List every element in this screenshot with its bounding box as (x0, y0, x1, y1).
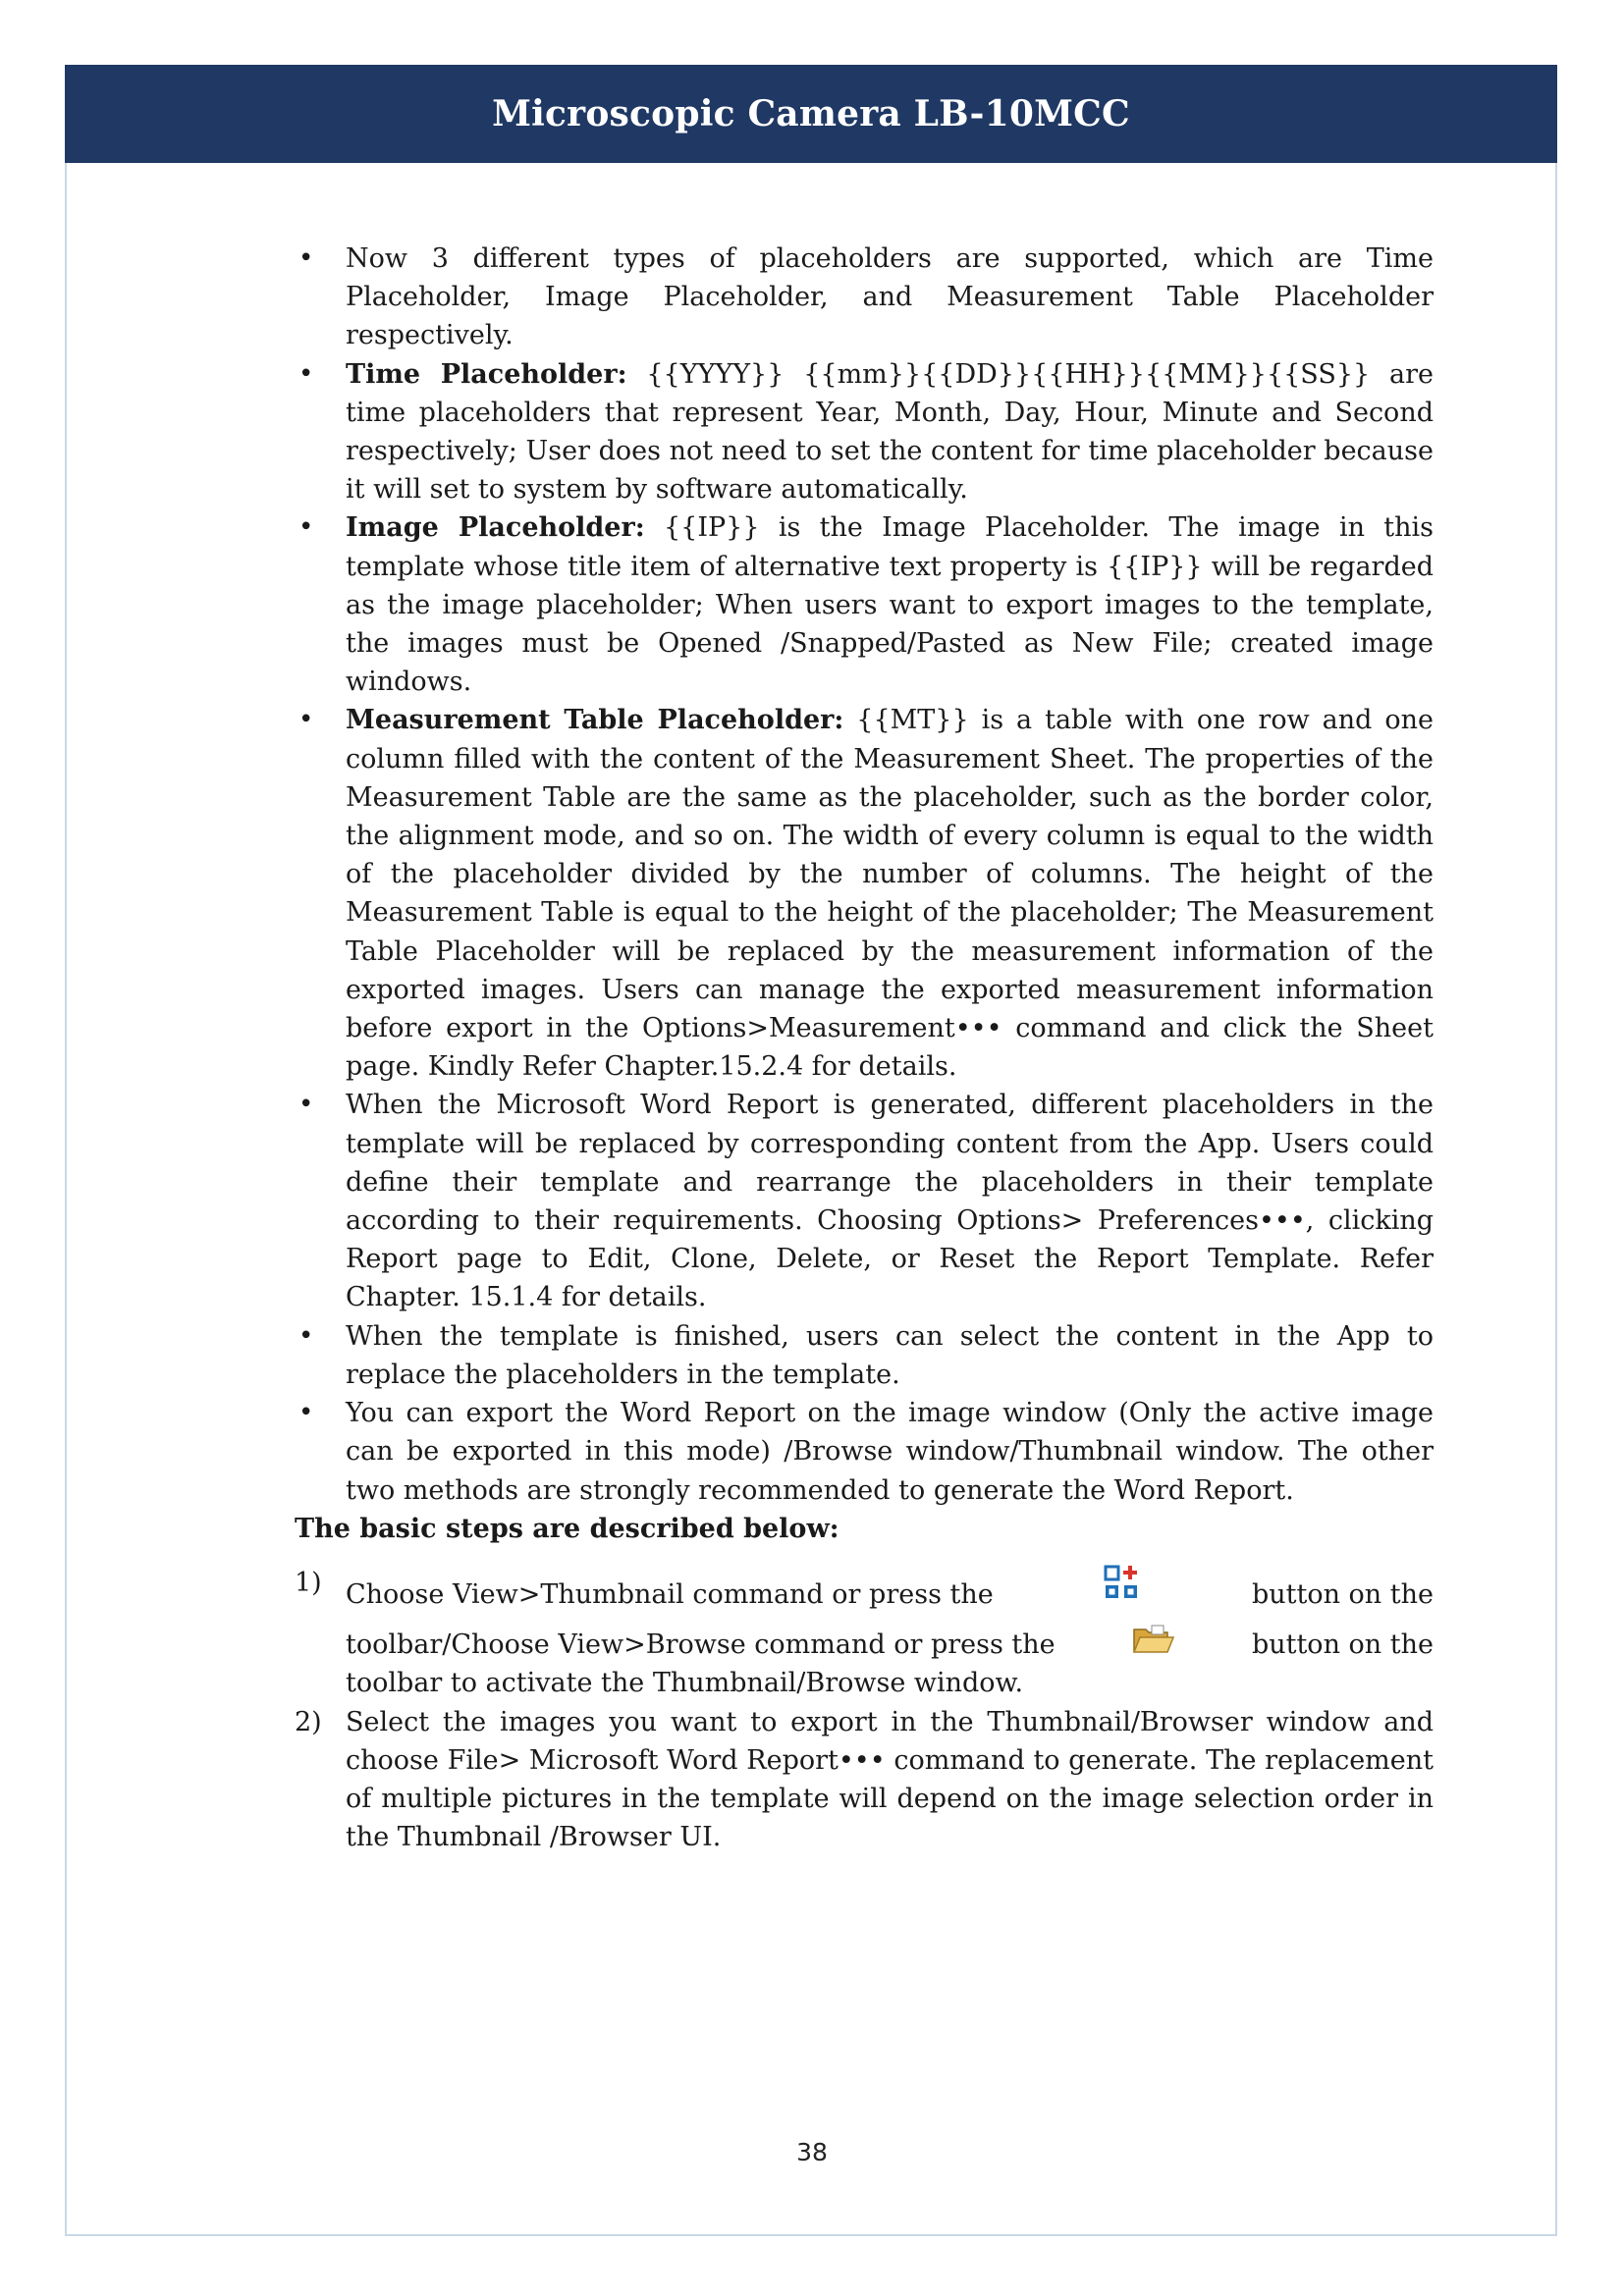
bullet-dot: • (298, 243, 314, 273)
bullet-dot: • (298, 1090, 314, 1120)
step-text: button on the (1251, 1629, 1434, 1661)
step-number: 2) (295, 1706, 322, 1737)
bullet-lead: Image Placeholder: (346, 512, 645, 544)
bullet-dot: • (298, 705, 314, 735)
page-number: 38 (796, 2138, 828, 2166)
bullet-lead: Measurement Table Placeholder: (346, 705, 844, 736)
step-text: toolbar/Choose View>Browse command or press the (346, 1629, 1056, 1661)
list-item (295, 1317, 1434, 1394)
bullet-dot: • (298, 1320, 314, 1351)
bullet-text: {{IP}} is the Image Placeholder. The image in this template whose title item of alternative text property is {{IP}} will be regarded as the image placeholder; When users want to export images to the template, the images must be Opened /Snapped/Pasted as New File; created image windows. (346, 512, 1435, 698)
list-item (295, 1086, 1434, 1316)
browse-folder-icon (1132, 1622, 1175, 1664)
header-band (65, 65, 1557, 163)
step-line (346, 1622, 1434, 1664)
step-text: toolbar to activate the Thumbnail/Browse window. (346, 1668, 1024, 1699)
steps-heading: The basic steps are described below: (295, 1513, 839, 1544)
bullet-text: {{YYYY}} {{mm}}{{DD}}{{HH}}{{MM}}{{SS}} are time placeholders that represent Year, Month, Day, Hour, Minute and Second respectively; User does not need to set the content for time placeholder because it will set to system by software automatically. (346, 358, 1434, 506)
list-item (295, 508, 1434, 701)
step-line (346, 1564, 1434, 1614)
list-item (295, 701, 1434, 1086)
bullet-dot: • (298, 512, 314, 543)
bullet-lead: Time Placeholder: (346, 358, 627, 390)
list-item (295, 240, 1434, 355)
step-line (346, 1664, 1434, 1702)
bullet-text: When the Microsoft Word Report is generated, different placeholders in the template will be replaced by corresponding content from the App. Users could define their template and rearrange the placeholders in their template according to their requirements. Choosing Options> Preferences•••, clicking Report page to Edit, Clone, Delete, or Reset the Report Template. Refer Chapter. 15.1.4 for details. (346, 1090, 1434, 1313)
step-item (295, 1703, 1434, 1857)
bullet-text: {{MT}} is a table with one row and one column filled with the content of the Measurement Sheet. The properties of the Measurement Table are the same as the placeholder, such as the border color, the alignment mode, and so on. The width of every column is equal to the width of the placeholder divided by the number of columns. The height of the Measurement Table is equal to the height of the placeholder; The Measurement Table Placeholder will be replaced by the measurement information of the exported images. Users can manage the exported measurement information before export in the Options>Measurement••• command and click the Sheet page. Kindly Refer Chapter.15.2.4 for details. (346, 705, 1434, 1083)
bullet-dot: • (298, 358, 314, 389)
steps-list (295, 1564, 1434, 1856)
bullet-list (295, 240, 1434, 1510)
main-content (295, 240, 1434, 1856)
step-text: Choose View>Thumbnail command or press the (346, 1578, 994, 1610)
step-item (295, 1564, 1434, 1703)
list-item (295, 355, 1434, 509)
step-number: 1) (295, 1567, 322, 1598)
bullet-text: When the template is finished, users can select the content in the App to replace the placeholders in the template. (346, 1320, 1434, 1390)
bullet-dot: • (298, 1398, 314, 1428)
step-text: button on the (1251, 1578, 1434, 1610)
header-title: Microscopic Camera LB-10MCC (492, 93, 1130, 134)
step-text: Select the images you want to export in the Thumbnail/Browser window and choose File> Microsoft Word Report••• command to generate. The replacement of multiple pictures in the template will depend on the image selection order in the Thumbnail /Browser UI. (346, 1706, 1434, 1853)
list-item (295, 1394, 1434, 1510)
bullet-text: Now 3 different types of placeholders are supported, which are Time Placeholder, Image Placeholder, and Measurement Table Placeholder respectively. (346, 243, 1434, 351)
thumbnail-icon (1103, 1564, 1142, 1614)
bullet-text: You can export the Word Report on the image window (Only the active image can be exported in this mode) /Browse window/Thumbnail window. The other two methods are strongly recommended to generate the Word Report. (346, 1398, 1434, 1506)
